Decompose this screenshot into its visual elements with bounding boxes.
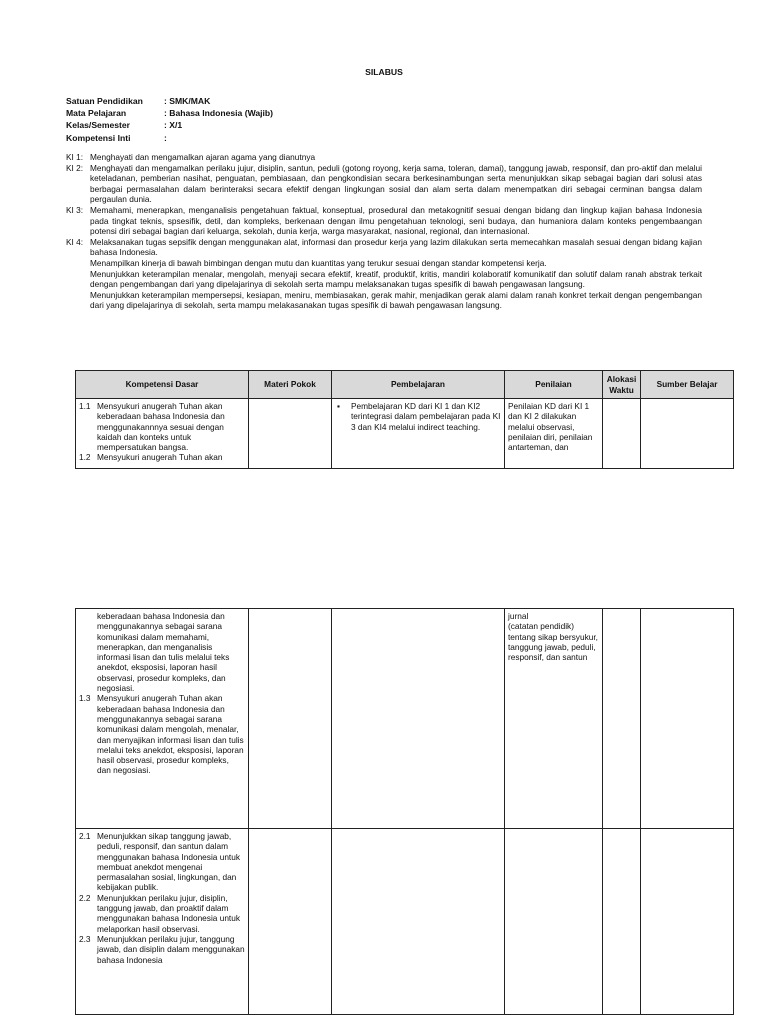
kd-text: Mensyukuri anugerah Tuhan akan keberadaan bahasa Indonesia dan menggunakannnya sesuai dengan kaidah dan konteks untuk mempersatukan bangsa. [97, 401, 225, 453]
kd-item [79, 611, 245, 693]
column-header: Sumber Belajar [641, 371, 734, 399]
identity-value: : X/1 [164, 120, 183, 131]
kd-text-continued: keberadaan bahasa Indonesia dan menggunakannya sebagai sarana komunikasi dalam memahami, menerapkan, dan menganalisis informasi lisan dan tulis melalui teks anekdot, eksposisi, laporan hasil observasi, prosedur kompleks, dan negosiasi. [97, 611, 230, 694]
identity-value: : [164, 132, 167, 143]
penilaian-cell: Penilaian KD dari KI 1 dan KI 2 dilakukan melalui observasi, penilaian diri, penilaian antarteman, dan [505, 399, 603, 469]
table-row [76, 609, 734, 829]
kd-number: 1.2 [79, 452, 91, 463]
ki-item [66, 205, 702, 237]
ki-item [66, 163, 702, 205]
identity-label: Satuan Pendidikan [66, 96, 143, 106]
ki-number: KI 1: [66, 152, 84, 162]
column-header: Alokasi Waktu [603, 371, 641, 399]
syllabus-table-page2 [75, 608, 734, 1015]
ki-text: Menampilkan kinerja di bawah bimbingan dengan mutu dan kuantitas yang terukur sesuai dengan standar kompetensi kerja. [90, 257, 547, 268]
kd-item [79, 693, 245, 775]
ki-text: Menunjukkan keterampilan mempersepsi, kesiapan, meniru, membiasakan, gerak mahir, menjadikan gerak alami dalam ranah konkret terkait dengan pengembangan dari yang dipelajarinya di sekolah, serta mampu melakasanakan tugas spesifik di bawah pengawasan langsung. [90, 289, 702, 311]
kd-number: 2.1 [79, 831, 91, 841]
ki-text: Memahami, menerapkan, menganalisis pengetahuan faktual, konseptual, prosedural dan metakognitif sesuai dengan bidang dan lingkup kajian bahasa Indonesia pada tingkat teknis, spsesifik, detil, dan kompleks, berkenaan dengan ilmu pengetahuan teknologi, seni budaya, dan humaniora dalam konteks pengembaangan potensi diri sebagai bagian dari keluarga, sekolah, dunia kerja, warga masyarakat, nasional, regional, dan internasional. [90, 204, 702, 237]
ki-number: KI 4: [66, 236, 84, 247]
kd-number: 2.2 [79, 892, 91, 903]
ki-text: Menghayati dan mengamalkan perilaku jujur, disiplin, santun, peduli (gotong royong, kerja sama, toleran, damai), tanggung jawab, responsif, dan pro-aktif dan melalui keteladanan, pemberian nasihat, penguatan, pembiasaan, dan pengkondisian secara berkesinambungan serta menunjukkan sikap sebagai bagian dari solusi atas berbagai permasalahan dalam berinteraksi secara efektif dengan lingkungan sosial dan alam serta dalam menempatkan diri sebagai cerminan bangsa dalam pergaulan dunia. [90, 162, 702, 205]
penilaian-cell: jurnal (catatan pendidik) tentang sikap bersyukur, tanggung jawab, peduli, responsif, dan santun [505, 609, 603, 829]
materi-cell [249, 399, 332, 469]
identity-label: Kelas/Semester [66, 120, 131, 131]
kd-item [79, 452, 245, 462]
column-header: Materi Pokok [249, 371, 332, 399]
penilaian-cell [505, 829, 603, 1015]
column-header: Pembelajaran [332, 371, 505, 399]
kd-item [79, 401, 245, 452]
identity-label: Kompetensi Inti [66, 132, 131, 143]
kd-cell [76, 609, 249, 829]
table-row [76, 829, 734, 1015]
kd-text: Menunjukkan sikap tanggung jawab, peduli, responsif, dan santun dalam menggunakan bahasa Indonesia untuk membuat anekdot mengenai permasalahan sosial, lingkungan, dan kebijakan publik. [97, 831, 241, 893]
table-row [76, 399, 734, 469]
sumber-cell [641, 399, 734, 469]
sumber-cell [641, 609, 734, 829]
pembelajaran-cell [332, 829, 505, 1015]
kd-number: 1.1 [79, 401, 91, 411]
pembelajaran-text: Pembelajaran KD dari KI 1 dan KI2 terintegrasi dalam pembelajaran pada KI 3 dan KI4 melalui indirect teaching. [351, 401, 501, 432]
kd-item [79, 893, 245, 934]
core-competence-list [66, 152, 702, 311]
kd-text: Mensyukuri anugerah Tuhan akan [97, 452, 223, 463]
identity-row [66, 107, 273, 119]
ki-text: Menunjukkan keterampilan menalar, mengolah, menyaji secara efektif, kreatif, produktif, kritis, mandiri kolaboratif komunikatif dan solutif dalam ranah abstrak terkait dengan pengembangan dari yang dipelajarinya di sekolah serta mampu melaksanakan tugas spesifik di bawah pengawasan langsung. [90, 268, 702, 290]
ki-number: KI 2: [66, 162, 84, 173]
alokasi-cell [603, 829, 641, 1015]
pembelajaran-cell [332, 609, 505, 829]
ki-item [66, 237, 702, 311]
kd-cell [76, 829, 249, 1015]
ki-number: KI 3: [66, 204, 84, 215]
kd-cell [76, 399, 249, 469]
identity-label: Mata Pelajaran [66, 108, 127, 119]
ki-text: Melaksanakan tugas sepsifik dengan menggunakan alat, informasi dan prosedur kerja yang lazim dilakukan serta memecahkan masalah sesuai dengan bidang kajian bahasa Indonesia. [90, 236, 702, 258]
pembelajaran-cell [332, 399, 505, 469]
column-header: Penilaian [505, 371, 603, 399]
identity-row [66, 95, 273, 107]
column-header: Kompetensi Dasar [76, 371, 249, 399]
kd-number: 1.3 [79, 693, 91, 704]
kd-item [79, 934, 245, 965]
syllabus-table-page1 [75, 370, 734, 469]
document-title: SILABUS [365, 67, 403, 77]
bullet-icon: ▪ [337, 401, 340, 411]
kd-text: Menunjukkan perilaku jujur, tanggung jawab, dan disiplin dalam menggunakan bahasa Indonesia [97, 933, 245, 965]
bullet-item [335, 401, 501, 432]
kd-number: 2.3 [79, 933, 91, 944]
kd-item [79, 831, 245, 893]
kd-text: Mensyukuri anugerah Tuhan akan keberadaan bahasa Indonesia dan menggunakannya sebagai sarana komunikasi dalam mengolah, menalar, dan menyajikan informasi lisan dan tulis melalui teks anekdot, eksposisi, laporan hasil observasi, prosedur kompleks, dan negosiasi. [97, 693, 244, 776]
ki-text: Menghayati dan mengamalkan ajaran agama yang dianutnya [90, 152, 316, 162]
alokasi-cell [603, 609, 641, 829]
ki-item [66, 152, 702, 163]
identity-value: : SMK/MAK [164, 96, 211, 106]
alokasi-cell [603, 399, 641, 469]
materi-cell [249, 829, 332, 1015]
kd-text: Menunjukkan perilaku jujur, disiplin, tanggung jawab, dan proaktif dalam menggunakan bahasa Indonesia untuk melaporkan hasil observasi. [97, 892, 241, 934]
identity-row [66, 119, 273, 131]
identity-row [66, 132, 273, 144]
identity-block [66, 95, 273, 144]
table-header-row [76, 371, 734, 399]
sumber-cell [641, 829, 734, 1015]
identity-value: : Bahasa Indonesia (Wajib) [164, 108, 274, 119]
materi-cell [249, 609, 332, 829]
